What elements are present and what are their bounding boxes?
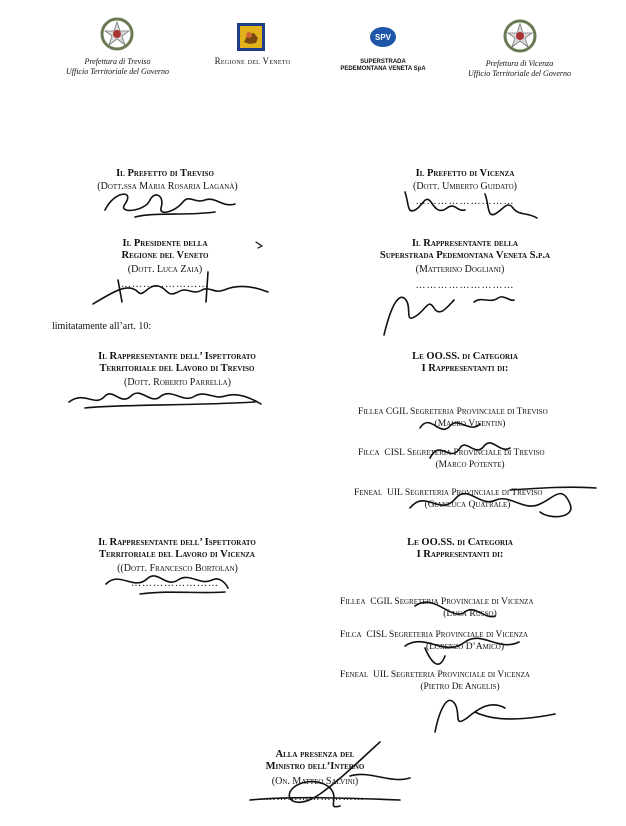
- spv-logo-icon: [369, 26, 397, 48]
- filca-cisl-vicenza-name: (Lorenzo D’Amico): [425, 642, 505, 652]
- emblem-treviso: [100, 16, 134, 52]
- spv-logo-text: SPV: [374, 33, 392, 42]
- spv-caption: SUPERSTRADA PEDEMONTANA VENETA SpA: [340, 59, 426, 72]
- signatures-oo-ss-treviso: [400, 408, 600, 528]
- ispettorato-vicenza-name: ((Dott. Francesco Bortolan): [117, 563, 238, 574]
- ministro-title: Alla presenza del Ministro dell’Interno: [265, 749, 365, 772]
- prefettura-vicenza-caption: Prefettura di Vicenza Ufficio Territoriale del Governo: [467, 59, 572, 78]
- feneal-uil-treviso-name: (Gianluca Quatrale): [424, 500, 511, 510]
- filca-cisl-vicenza-label: Filca CISL Segreteria Provinciale di Vicenza: [340, 630, 529, 640]
- presidente-veneto-title: Il Presidente della Regione del Veneto: [121, 238, 209, 261]
- feneal-uil-treviso-label: Feneal UIL Segreteria Provinciale di Treviso: [354, 488, 543, 498]
- prefetto-vicenza-name: (Dott. Umberto Guidato): [413, 181, 517, 192]
- fillea-cgil-vicenza-name: (Luca Russo): [443, 609, 497, 619]
- ministro-name: (On. Matteo Salvini): [271, 776, 359, 787]
- signature-ministro: [230, 740, 420, 820]
- prefetto-vicenza-title: Il Prefetto di Vicenza: [415, 168, 515, 179]
- feneal-uil-vicenza-label: Feneal UIL Segreteria Provinciale di Vicenza: [340, 670, 530, 680]
- signature-prefetto-treviso: [95, 182, 245, 222]
- filca-cisl-treviso-label: Filca CISL Segreteria Provinciale di Treviso: [358, 448, 545, 458]
- prefetto-treviso-name: (Dott.ssa Maria Rosaria Laganà): [97, 181, 238, 192]
- ispettorato-vicenza-title: Il Rappresentante dell’ Ispettorato Territoriale del Lavoro di Vicenza: [98, 537, 256, 560]
- oo-ss-treviso-title: Le OO.SS. di Categoria I Rappresentanti di:: [412, 351, 518, 374]
- presidente-veneto-name: (Dott. Luca Zaia): [127, 264, 203, 275]
- regione-veneto-logo: [236, 22, 266, 52]
- spv-logo: [369, 26, 397, 48]
- signatures-oo-ss-vicenza: [395, 592, 585, 742]
- presidente-signature-line: ……………………: [121, 279, 209, 290]
- prefetto-vicenza-signature-line: ………………………: [415, 196, 515, 207]
- ispettorato-vicenza-signature-line: ……………………: [131, 578, 219, 589]
- ministro-signature-line: ………………………: [265, 792, 365, 803]
- emblem-vicenza: [503, 18, 537, 54]
- rappresentante-spv-title: Il Rappresentante della Superstrada Pedemontana Veneta S.p.a: [379, 238, 551, 261]
- ispettorato-treviso-title: Il Rappresentante dell’ Ispettorato Territoriale del Lavoro di Treviso: [98, 351, 256, 374]
- pen-mark: [254, 240, 266, 250]
- oo-ss-vicenza-title: Le OO.SS. di Categoria I Rappresentanti di:: [407, 537, 513, 560]
- signature-presidente-veneto: [88, 262, 273, 312]
- signature-ispettorato-treviso: [65, 382, 265, 412]
- feneal-uil-vicenza-name: (Pietro De Angelis): [420, 682, 500, 692]
- rappresentante-spv-name: (Matterino Dogliani): [415, 264, 505, 275]
- prefetto-treviso-title: Il Prefetto di Treviso: [116, 168, 214, 179]
- filca-cisl-treviso-name: (Marco Potente): [435, 460, 505, 470]
- regione-caption: Regione del Veneto: [214, 56, 291, 66]
- limitation-note: limitatamente all’art. 10:: [52, 321, 152, 332]
- rappresentante-spv-signature-line: ………………………: [415, 280, 515, 291]
- fillea-cgil-treviso-name: (Mauro Visentin): [434, 419, 506, 429]
- signature-prefetto-vicenza: [395, 184, 545, 226]
- italian-emblem-icon: [100, 16, 134, 52]
- signature-rappresentante-spv: [378, 280, 518, 340]
- signature-ispettorato-vicenza: [100, 566, 230, 596]
- italian-emblem-icon: [503, 18, 537, 54]
- ispettorato-treviso-name: (Dott. Roberto Parrella): [124, 377, 231, 388]
- lion-of-venice-icon: [236, 22, 266, 52]
- fillea-cgil-treviso-label: Fillea CGIL Segreteria Provinciale di Treviso: [358, 407, 548, 417]
- prefettura-treviso-caption: Prefettura di Treviso Ufficio Territoriale del Governo: [65, 57, 170, 76]
- fillea-cgil-vicenza-label: Fillea CGIL Segreteria Provinciale di Vicenza: [340, 597, 534, 607]
